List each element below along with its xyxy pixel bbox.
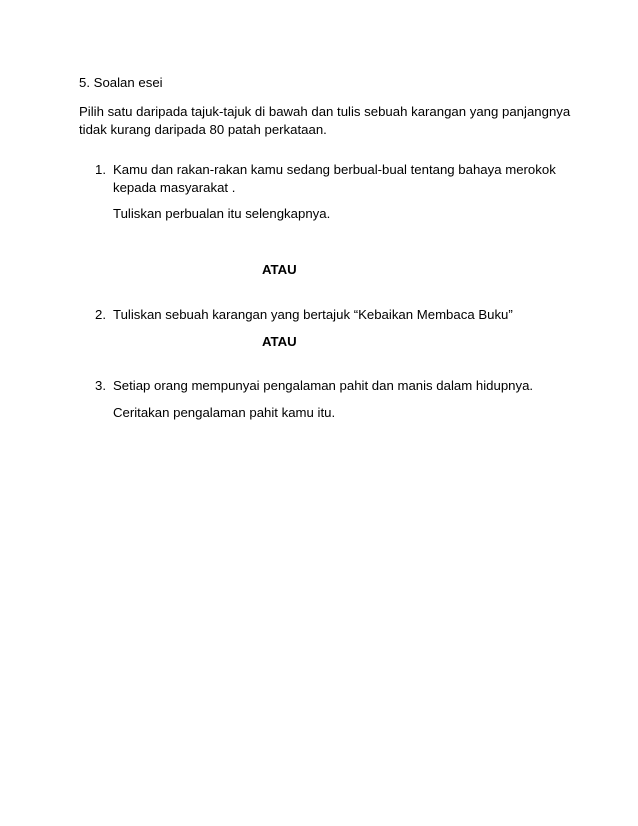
question-1-line-1: Kamu dan rakan-rakan kamu sedang berbual-bual tentang bahaya merokok	[113, 162, 556, 177]
question-2-line-1: Tuliskan sebuah karangan yang bertajuk “Kebaikan Membaca Buku”	[113, 307, 513, 322]
question-3-note: Ceritakan pengalaman pahit kamu itu.	[113, 405, 336, 420]
question-3-line-1: Setiap orang mempunyai pengalaman pahit dan manis dalam hidupnya.	[113, 378, 534, 393]
question-3-number: 3.	[95, 378, 106, 393]
separator-atau-1: ATAU	[262, 262, 297, 277]
question-1-number: 1.	[95, 162, 106, 177]
instruction-line-2: tidak kurang daripada 80 patah perkataan.	[79, 122, 327, 137]
separator-atau-2: ATAU	[262, 334, 297, 349]
question-1-line-2: kepada masyarakat .	[113, 180, 236, 195]
section-heading: 5. Soalan esei	[79, 75, 163, 90]
question-2-number: 2.	[95, 307, 106, 322]
question-1-note: Tuliskan perbualan itu selengkapnya.	[113, 206, 331, 221]
instruction-line-1: Pilih satu daripada tajuk-tajuk di bawah dan tulis sebuah karangan yang panjangnya	[79, 104, 571, 119]
